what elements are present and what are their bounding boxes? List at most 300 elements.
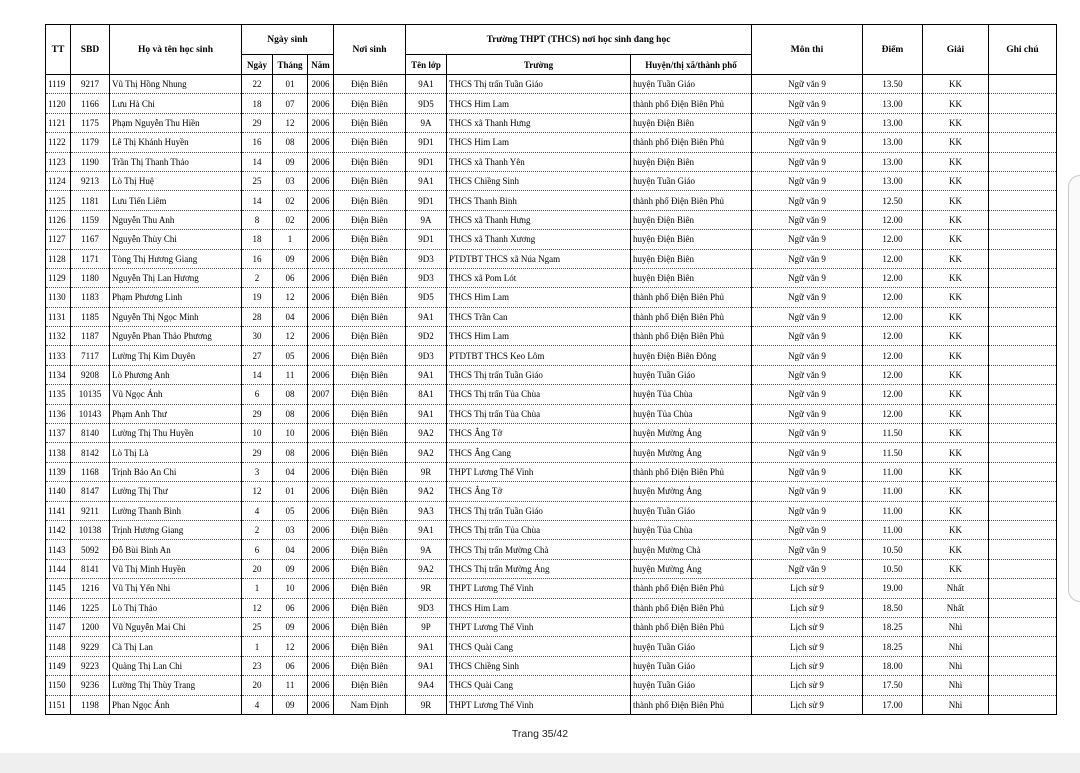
cell-sbd: 1200 [71,617,110,636]
cell-month: 11 [273,676,308,695]
cell-name: Lường Thị Thu Huyền [110,424,242,443]
cell-school: THCS xã Thanh Xương [447,230,631,249]
cell-month: 03 [273,171,308,190]
cell-day: 12 [242,598,273,617]
cell-prize: KK [923,346,989,365]
cell-birthplace: Điện Biên [334,676,406,695]
cell-score: 13.00 [863,152,923,171]
cell-tt: 1132 [46,327,71,346]
cell-year: 2006 [308,559,334,578]
cell-district: thành phố Điện Biên Phủ [631,133,752,152]
cell-subject: Ngữ văn 9 [752,559,863,578]
cell-prize: KK [923,94,989,113]
cell-birthplace: Điện Biên [334,152,406,171]
cell-score: 11.50 [863,443,923,462]
table-row [46,404,1057,423]
cell-tt: 1128 [46,249,71,268]
table-row [46,579,1057,598]
cell-prize: Nhì [923,637,989,656]
cell-score: 11.00 [863,462,923,481]
header-school: Trường [447,55,631,75]
cell-birthplace: Điện Biên [334,94,406,113]
cell-class: 9D1 [406,230,447,249]
cell-district: huyện Điện Biên [631,230,752,249]
cell-score: 12.00 [863,249,923,268]
cell-school: THCS Trần Can [447,307,631,326]
cell-sbd: 1179 [71,133,110,152]
cell-day: 25 [242,171,273,190]
cell-sbd: 1190 [71,152,110,171]
header-dob-day: Ngày [242,55,273,75]
cell-district: huyện Điện Biên Đông [631,346,752,365]
cell-score: 13.00 [863,171,923,190]
cell-school: THPT Lương Thế Vinh [447,617,631,636]
cell-school: THCS xã Thanh Yên [447,152,631,171]
cell-note [989,559,1057,578]
cell-class: 9A1 [406,656,447,675]
cell-month: 05 [273,346,308,365]
cell-tt: 1130 [46,288,71,307]
cell-subject: Ngữ văn 9 [752,540,863,559]
cell-day: 22 [242,75,273,94]
cell-month: 06 [273,656,308,675]
cell-district: huyện Tủa Chùa [631,404,752,423]
cell-school: THCS Thị trấn Tuần Giáo [447,365,631,384]
table-header [46,25,1057,75]
cell-district: thành phố Điện Biên Phủ [631,598,752,617]
cell-district: thành phố Điện Biên Phủ [631,94,752,113]
cell-subject: Lịch sử 9 [752,656,863,675]
cell-prize: Nhất [923,579,989,598]
cell-note [989,327,1057,346]
cell-prize: Nhì [923,656,989,675]
cell-birthplace: Điện Biên [334,559,406,578]
cell-day: 2 [242,520,273,539]
cell-note [989,501,1057,520]
cell-month: 06 [273,598,308,617]
cell-name: Lường Thị Thùy Trang [110,676,242,695]
cell-class: 9D5 [406,288,447,307]
cell-subject: Ngữ văn 9 [752,520,863,539]
cell-score: 12.00 [863,365,923,384]
cell-class: 9A1 [406,637,447,656]
table-row [46,249,1057,268]
cell-prize: KK [923,230,989,249]
cell-note [989,617,1057,636]
cell-school: THCS Thị trấn Tuần Giáo [447,75,631,94]
cell-score: 12.00 [863,230,923,249]
cell-prize: KK [923,559,989,578]
cell-score: 13.00 [863,133,923,152]
cell-class: 9R [406,579,447,598]
cell-name: Nguyễn Thu Anh [110,210,242,229]
cell-class: 9A1 [406,75,447,94]
cell-note [989,462,1057,481]
cell-subject: Ngữ văn 9 [752,75,863,94]
header-class: Tên lớp [406,55,447,75]
cell-district: thành phố Điện Biên Phủ [631,617,752,636]
cell-note [989,579,1057,598]
cell-tt: 1140 [46,482,71,501]
cell-birthplace: Điện Biên [334,365,406,384]
cell-day: 25 [242,617,273,636]
cell-sbd: 1198 [71,695,110,714]
cell-birthplace: Điện Biên [334,482,406,501]
cell-name: Phạm Anh Thư [110,404,242,423]
cell-day: 23 [242,656,273,675]
cell-day: 20 [242,559,273,578]
cell-day: 16 [242,249,273,268]
cell-month: 09 [273,695,308,714]
cell-score: 17.50 [863,676,923,695]
cell-district: huyện Tuần Giáo [631,676,752,695]
cell-school: THCS Him Lam [447,598,631,617]
table-row [46,346,1057,365]
cell-subject: Ngữ văn 9 [752,133,863,152]
cell-district: huyện Tủa Chùa [631,385,752,404]
cell-day: 29 [242,404,273,423]
cell-month: 09 [273,559,308,578]
cell-prize: KK [923,268,989,287]
table-row [46,365,1057,384]
cell-class: 9D3 [406,598,447,617]
cell-class: 9D2 [406,327,447,346]
cell-score: 18.25 [863,637,923,656]
cell-birthplace: Nam Định [334,695,406,714]
table-row [46,171,1057,190]
cell-sbd: 9217 [71,75,110,94]
cell-district: huyện Mường Ảng [631,424,752,443]
cell-birthplace: Điện Biên [334,346,406,365]
cell-class: 9D1 [406,191,447,210]
cell-day: 6 [242,385,273,404]
cell-district: huyện Mường Ảng [631,559,752,578]
cell-class: 8A1 [406,385,447,404]
cell-day: 29 [242,113,273,132]
cell-class: 9D3 [406,249,447,268]
cell-prize: KK [923,288,989,307]
cell-class: 9D3 [406,346,447,365]
header-district: Huyện/thị xã/thành phố [631,55,752,75]
cell-year: 2006 [308,94,334,113]
cell-subject: Ngữ văn 9 [752,191,863,210]
cell-prize: KK [923,152,989,171]
cell-district: thành phố Điện Biên Phủ [631,288,752,307]
cell-month: 1 [273,230,308,249]
header-prize: Giải [923,25,989,75]
table-row [46,113,1057,132]
cell-score: 11.00 [863,520,923,539]
cell-sbd: 10143 [71,404,110,423]
cell-year: 2006 [308,171,334,190]
cell-day: 3 [242,462,273,481]
header-tt: TT [46,25,71,75]
cell-name: Lò Thị Là [110,443,242,462]
cell-tt: 1135 [46,385,71,404]
cell-subject: Ngữ văn 9 [752,288,863,307]
cell-birthplace: Điện Biên [334,520,406,539]
cell-tt: 1150 [46,676,71,695]
cell-year: 2006 [308,656,334,675]
cell-tt: 1123 [46,152,71,171]
cell-month: 04 [273,540,308,559]
cell-sbd: 10138 [71,520,110,539]
cell-year: 2006 [308,482,334,501]
cell-day: 14 [242,152,273,171]
cell-school: THCS Thị trấn Tủa Chùa [447,404,631,423]
cell-score: 18.00 [863,656,923,675]
cell-sbd: 9211 [71,501,110,520]
cell-district: thành phố Điện Biên Phủ [631,307,752,326]
cell-month: 01 [273,75,308,94]
cell-school: THPT Lương Thế Vinh [447,579,631,598]
cell-school: THCS Him Lam [447,133,631,152]
cell-prize: KK [923,249,989,268]
cell-day: 29 [242,443,273,462]
cell-district: huyện Tuần Giáo [631,171,752,190]
cell-district: huyện Tuần Giáo [631,656,752,675]
cell-note [989,520,1057,539]
cell-sbd: 1171 [71,249,110,268]
cell-prize: KK [923,191,989,210]
cell-day: 20 [242,676,273,695]
cell-day: 30 [242,327,273,346]
cell-sbd: 10135 [71,385,110,404]
cell-prize: KK [923,443,989,462]
cell-class: 9A [406,540,447,559]
cell-day: 12 [242,482,273,501]
cell-class: 9A1 [406,171,447,190]
cell-subject: Lịch sử 9 [752,695,863,714]
cell-school: PTDTBT THCS xã Núa Ngam [447,249,631,268]
viewer-bottom-bar [0,753,1080,773]
cell-month: 03 [273,520,308,539]
cell-class: 9D1 [406,152,447,171]
cell-class: 9A [406,210,447,229]
cell-district: huyện Tuần Giáo [631,365,752,384]
cell-note [989,482,1057,501]
cell-birthplace: Điện Biên [334,230,406,249]
cell-tt: 1149 [46,656,71,675]
cell-class: 9A1 [406,404,447,423]
cell-score: 12.50 [863,191,923,210]
cell-year: 2006 [308,113,334,132]
cell-name: Vũ Thị Yến Nhi [110,579,242,598]
cell-birthplace: Điện Biên [334,501,406,520]
cell-district: huyện Điện Biên [631,152,752,171]
cell-note [989,94,1057,113]
cell-district: huyện Mường Ảng [631,482,752,501]
cell-class: 9D5 [406,94,447,113]
cell-subject: Lịch sử 9 [752,617,863,636]
cell-subject: Lịch sử 9 [752,598,863,617]
cell-school: THCS Ẳng Tở [447,424,631,443]
cell-birthplace: Điện Biên [334,75,406,94]
scroll-handle[interactable] [1068,175,1080,602]
table-row [46,210,1057,229]
header-birthplace: Nơi sinh [334,25,406,75]
cell-class: 9A4 [406,676,447,695]
cell-school: THPT Lương Thế Vinh [447,462,631,481]
table-row [46,385,1057,404]
cell-month: 11 [273,365,308,384]
table-row [46,598,1057,617]
cell-sbd: 1168 [71,462,110,481]
cell-birthplace: Điện Biên [334,404,406,423]
cell-sbd: 9213 [71,171,110,190]
cell-name: Phạm Phương Linh [110,288,242,307]
cell-class: 9A2 [406,443,447,462]
cell-tt: 1142 [46,520,71,539]
cell-tt: 1137 [46,424,71,443]
cell-month: 08 [273,404,308,423]
cell-note [989,540,1057,559]
cell-birthplace: Điện Biên [334,327,406,346]
cell-class: 9A [406,113,447,132]
cell-sbd: 1185 [71,307,110,326]
cell-month: 12 [273,327,308,346]
cell-district: huyện Mường Chà [631,540,752,559]
cell-note [989,113,1057,132]
cell-subject: Ngữ văn 9 [752,152,863,171]
cell-prize: KK [923,327,989,346]
cell-note [989,288,1057,307]
cell-prize: KK [923,462,989,481]
table-row [46,559,1057,578]
header-dob-month: Tháng [273,55,308,75]
table-row [46,637,1057,656]
cell-school: THCS Chiềng Sinh [447,656,631,675]
cell-name: Nguyễn Thị Lan Hương [110,268,242,287]
cell-tt: 1141 [46,501,71,520]
cell-subject: Ngữ văn 9 [752,113,863,132]
cell-prize: KK [923,210,989,229]
cell-subject: Ngữ văn 9 [752,346,863,365]
cell-school: THCS Him Lam [447,327,631,346]
cell-month: 08 [273,133,308,152]
cell-school: THCS Him Lam [447,288,631,307]
cell-subject: Ngữ văn 9 [752,94,863,113]
table-row [46,268,1057,287]
cell-month: 08 [273,443,308,462]
cell-name: Lưu Hà Chi [110,94,242,113]
cell-day: 4 [242,501,273,520]
cell-year: 2006 [308,365,334,384]
header-dob: Ngày sinh [242,25,334,55]
cell-name: Vũ Thị Hồng Nhung [110,75,242,94]
cell-name: Vũ Thị Minh Huyền [110,559,242,578]
table-row [46,94,1057,113]
cell-tt: 1125 [46,191,71,210]
cell-class: 9A2 [406,482,447,501]
cell-day: 18 [242,230,273,249]
cell-score: 18.50 [863,598,923,617]
cell-month: 04 [273,307,308,326]
cell-district: huyện Tuần Giáo [631,637,752,656]
results-table [45,24,1057,715]
cell-prize: KK [923,501,989,520]
cell-note [989,133,1057,152]
cell-subject: Ngữ văn 9 [752,307,863,326]
cell-score: 12.00 [863,346,923,365]
cell-name: Trần Thị Thanh Thảo [110,152,242,171]
cell-day: 16 [242,133,273,152]
cell-note [989,695,1057,714]
cell-school: THPT Lương Thế Vinh [447,695,631,714]
cell-month: 12 [273,113,308,132]
cell-score: 12.00 [863,385,923,404]
cell-tt: 1126 [46,210,71,229]
table-body [46,75,1057,715]
cell-name: Nguyễn Thùy Chi [110,230,242,249]
cell-class: 9D3 [406,268,447,287]
cell-class: 9A1 [406,520,447,539]
cell-birthplace: Điện Biên [334,598,406,617]
table-row [46,501,1057,520]
cell-district: thành phố Điện Biên Phủ [631,191,752,210]
cell-name: Cà Thị Lan [110,637,242,656]
cell-tt: 1144 [46,559,71,578]
cell-note [989,424,1057,443]
cell-year: 2006 [308,288,334,307]
cell-prize: KK [923,307,989,326]
cell-year: 2006 [308,598,334,617]
cell-score: 10.50 [863,559,923,578]
cell-month: 02 [273,210,308,229]
cell-sbd: 1187 [71,327,110,346]
cell-year: 2007 [308,385,334,404]
cell-year: 2006 [308,210,334,229]
cell-sbd: 1181 [71,191,110,210]
cell-subject: Lịch sử 9 [752,676,863,695]
cell-note [989,404,1057,423]
cell-score: 12.00 [863,404,923,423]
cell-year: 2006 [308,75,334,94]
cell-school: THCS Ẳng Tở [447,482,631,501]
cell-subject: Lịch sử 9 [752,637,863,656]
table-row [46,133,1057,152]
cell-district: huyện Tuần Giáo [631,501,752,520]
header-score: Điểm [863,25,923,75]
table-row [46,307,1057,326]
cell-day: 28 [242,307,273,326]
cell-school: THCS Thị trấn Mường Chà [447,540,631,559]
cell-prize: KK [923,75,989,94]
table-row [46,482,1057,501]
cell-name: Lường Thị Kim Duyên [110,346,242,365]
cell-year: 2006 [308,443,334,462]
cell-school: THCS Thị trấn Tủa Chùa [447,385,631,404]
cell-month: 02 [273,191,308,210]
cell-year: 2006 [308,617,334,636]
table-row [46,152,1057,171]
cell-day: 18 [242,94,273,113]
cell-score: 12.00 [863,210,923,229]
cell-day: 14 [242,191,273,210]
cell-name: Quàng Thị Lan Chi [110,656,242,675]
cell-month: 04 [273,462,308,481]
cell-sbd: 5092 [71,540,110,559]
cell-tt: 1120 [46,94,71,113]
cell-year: 2006 [308,133,334,152]
cell-prize: Nhì [923,617,989,636]
cell-subject: Ngữ văn 9 [752,171,863,190]
table-row [46,462,1057,481]
header-name: Họ và tên học sinh [110,25,242,75]
cell-tt: 1133 [46,346,71,365]
cell-school: THCS Thị trấn Mường Ảng [447,559,631,578]
cell-tt: 1134 [46,365,71,384]
